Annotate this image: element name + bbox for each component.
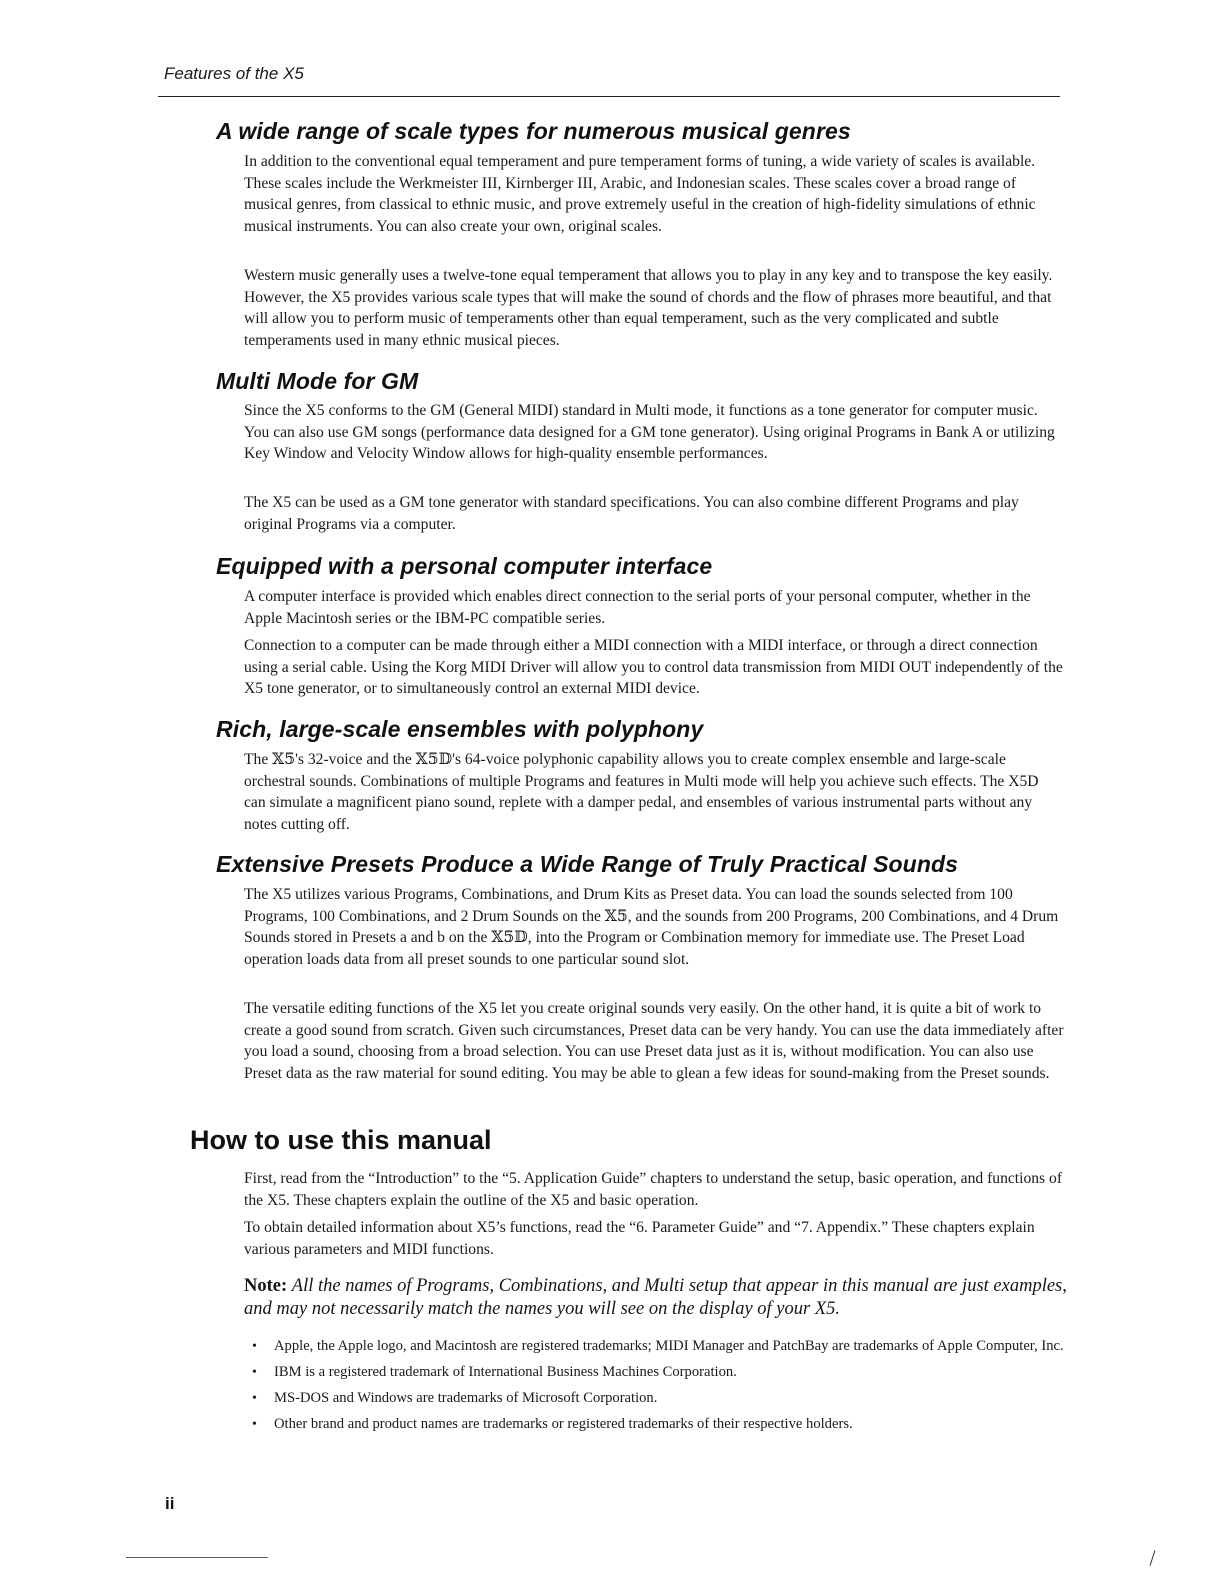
note <box>244 1275 1084 1321</box>
section-heading-polyphony: Rich, large-scale ensembles with polyphony <box>216 716 704 742</box>
paragraph: The versatile editing functions of the X5 let you create original sounds very easily. On the other hand, it is quite a bit of work to create a good sound from scratch. Given such circumstances, Preset data can be very handy. You can use the data immediately after you load a sound, choosing from a broad selection. You can use Preset data just as it is, without modification. You can also use Preset data as the raw material for sound editing. You may be able to glean a few ideas for sound-making from the Preset sounds. <box>244 1000 1064 1082</box>
list-item-text: Other brand and product names are trademarks or registered trademarks of their respective holders. <box>274 1416 853 1432</box>
section-heading-how-to-use: How to use this manual <box>190 1125 492 1155</box>
list-item <box>244 1414 1074 1435</box>
paragraph: Western music generally uses a twelve-tone equal temperament that allows you to play in any key and to transpose the key easily. However, the X5 provides various scale types that will make the sound of chords and the flow of phrases more beautiful, and that will allow you to perform music of temperaments other than equal temperament, such as the very complicated and subtle temperaments used in many ethnic musical pieces. <box>244 267 1053 349</box>
scan-mark <box>1150 1550 1156 1566</box>
section-heading-multi-mode-gm: Multi Mode for GM <box>216 368 419 394</box>
list-item-text: MS-DOS and Windows are trademarks of Microsoft Corporation. <box>274 1390 658 1406</box>
section-heading-presets: Extensive Presets Produce a Wide Range of Truly Practical Sounds <box>216 851 959 877</box>
section-heading-computer-interface: Equipped with a personal computer interface <box>216 553 713 579</box>
list-item-text: Apple, the Apple logo, and Macintosh are registered trademarks; MIDI Manager and PatchBay are trademarks of Apple Computer, Inc. <box>274 1338 1064 1354</box>
footer-rule <box>126 1557 268 1558</box>
bullet-icon: • <box>252 1417 257 1432</box>
paragraph: First, read from the “Introduction” to the “5. Application Guide” chapters to understand the setup, basic operation, and functions of the X5. These chapters explain the outline of the X5 and basic operation. <box>244 1170 1063 1209</box>
list-item <box>244 1388 1074 1409</box>
paragraph: Connection to a computer can be made through either a MIDI connection with a MIDI interface, or through a direct connection using a serial cable. Using the Korg MIDI Driver will allow you to control data transmission from MIDI OUT independently of the X5 tone generator, or to simultaneously control an external MIDI device. <box>244 637 1063 697</box>
paragraph: A computer interface is provided which enables direct connection to the serial ports of your personal computer, whether in the Apple Macintosh series or the IBM-PC compatible series. <box>244 588 1031 627</box>
bullet-icon: • <box>252 1391 257 1406</box>
bullet-icon: • <box>252 1339 257 1354</box>
list-item-text: IBM is a registered trademark of International Business Machines Corporation. <box>274 1364 737 1380</box>
note-label: Note: <box>244 1276 288 1296</box>
running-header: Features of the X5 <box>164 64 304 83</box>
list-item <box>244 1336 1074 1357</box>
list-item <box>244 1362 1074 1383</box>
paragraph: In addition to the conventional equal temperament and pure temperament forms of tuning, a wide variety of scales is available. These scales include the Werkmeister III, Kirnberger III, Arabic, and Indonesian scales. These scales cover a broad range of musical genres, from classical to ethnic music, and prove extremely useful in the creation of high-fidelity simulations of ethnic musical instruments. You can also create your own, original scales. <box>244 153 1036 235</box>
paragraph: The X5 utilizes various Programs, Combinations, and Drum Kits as Preset data. You can load the sounds selected from 100 Programs, 100 Combinations, and 2 Drum Sounds on the 𝕏𝟝, and the sounds from 200 Programs, 200 Combinations, and 4 Drum Sounds stored in Presets a and b on the 𝕏𝟝𝔻, into the Program or Combination memory for immediate use. The Preset Load operation loads data from all preset sounds to one particular sound slot. <box>244 886 1059 968</box>
trademark-list <box>244 1336 1074 1440</box>
paragraph: To obtain detailed information about X5’s functions, read the “6. Parameter Guide” and “7. Appendix.” These chapters explain various parameters and MIDI functions. <box>244 1219 1035 1258</box>
page-number: ii <box>165 1494 175 1513</box>
paragraph: The X5 can be used as a GM tone generator with standard specifications. You can also combine different Programs and play original Programs via a computer. <box>244 494 1019 533</box>
section-heading-scale-types: A wide range of scale types for numerous musical genres <box>216 118 851 144</box>
note-text: All the names of Programs, Combinations, and Multi setup that appear in this manual are just examples, and may not necessarily match the names you will see on the display of your X5. <box>244 1276 1067 1319</box>
header-rule <box>158 96 1060 97</box>
paragraph: The 𝕏𝟝's 32-voice and the 𝕏𝟝𝔻's 64-voice polyphonic capability allows you to create complex ensemble and large-scale orchestral sounds. Combinations of multiple Programs and features in Multi mode will help you achieve such effects. The X5D can simulate a magnificent piano sound, replete with a damper pedal, and ensembles of various instrumental parts without any notes cutting off. <box>244 751 1039 833</box>
bullet-icon: • <box>252 1365 257 1380</box>
paragraph: Since the X5 conforms to the GM (General MIDI) standard in Multi mode, it functions as a tone generator for computer music. You can also use GM songs (performance data designed for a GM tone generator). Using original Programs in Bank A or utilizing Key Window and Velocity Window allows for high-quality ensemble performances. <box>244 402 1055 462</box>
